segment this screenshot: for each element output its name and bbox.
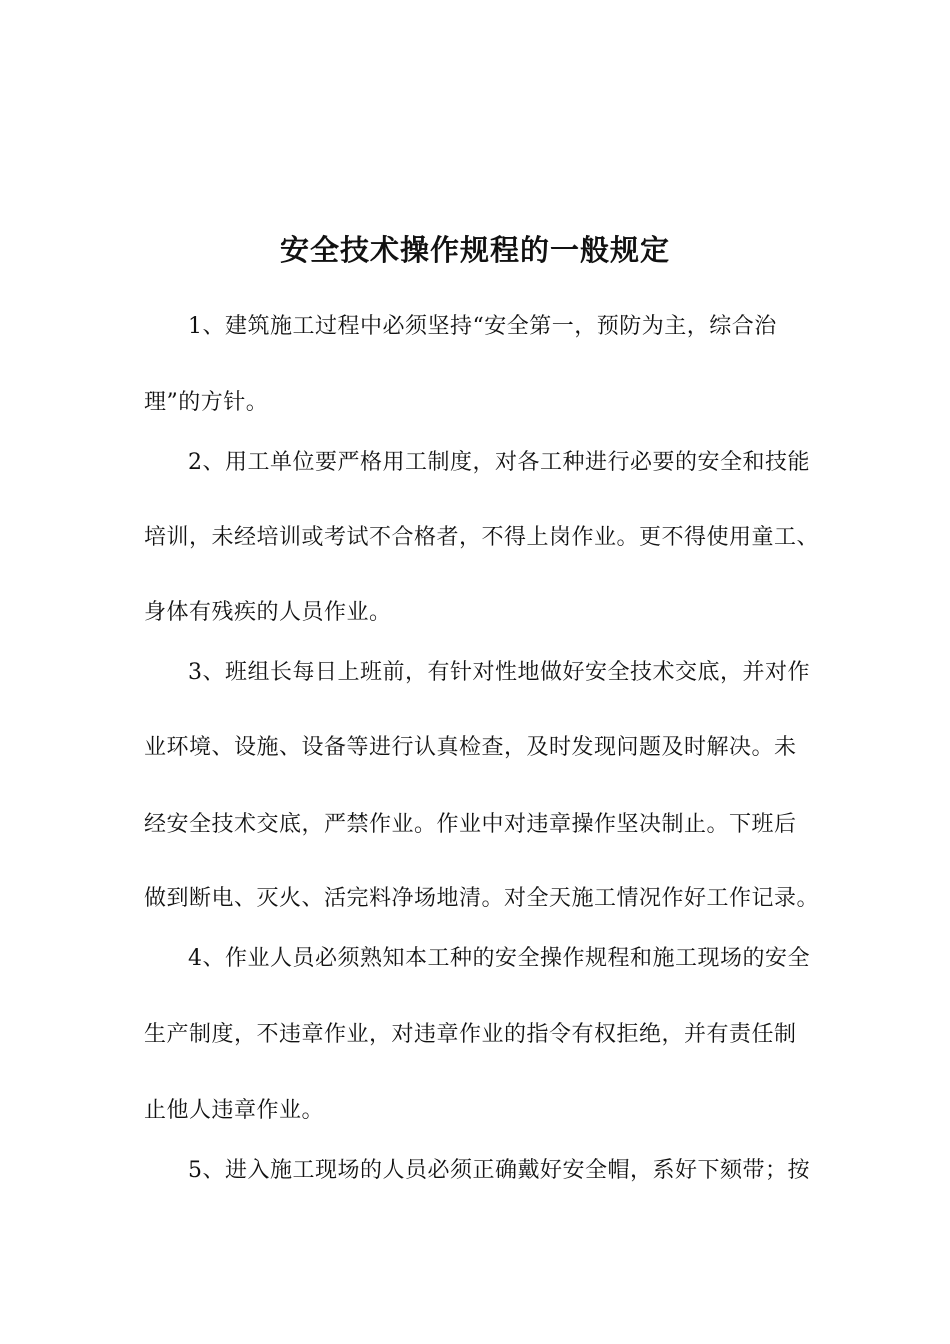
paragraph-5-line-1: 5、进入施工现场的人员必须正确戴好安全帽，系好下颏带；按: [188, 1158, 810, 1183]
paragraph-3-line-4: 做到断电、灭火、活完料净场地清。对全天施工情况作好工作记录。: [144, 886, 820, 911]
paragraph-3-line-1: 3、班组长每日上班前，有针对性地做好安全技术交底，并对作: [188, 660, 810, 685]
paragraph-4-line-2: 生产制度，不违章作业，对违章作业的指令有权拒绝，并有责任制: [144, 1022, 797, 1047]
paragraph-4-line-1: 4、作业人员必须熟知本工种的安全操作规程和施工现场的安全: [188, 946, 810, 971]
paragraph-3-line-2: 业环境、设施、设备等进行认真检查，及时发现问题及时解决。未: [144, 735, 797, 760]
paragraph-1-line-2: 理”的方针。: [144, 390, 269, 415]
paragraph-1-line-1: 1、建筑施工过程中必须坚持“安全第一，预防为主，综合治: [188, 314, 777, 339]
paragraph-2-line-1: 2、用工单位要严格用工制度，对各工种进行必要的安全和技能: [188, 450, 810, 475]
paragraph-4-line-3: 止他人违章作业。: [144, 1098, 325, 1123]
document-title: 安全技术操作规程的一般规定: [279, 233, 670, 267]
paragraph-3-line-3: 经安全技术交底，严禁作业。作业中对违章操作坚决制止。下班后: [144, 812, 797, 837]
paragraph-2-line-2: 培训，未经培训或考试不合格者，不得上岗作业。更不得使用童工、: [144, 525, 820, 550]
paragraph-2-line-3: 身体有残疾的人员作业。: [144, 600, 392, 625]
